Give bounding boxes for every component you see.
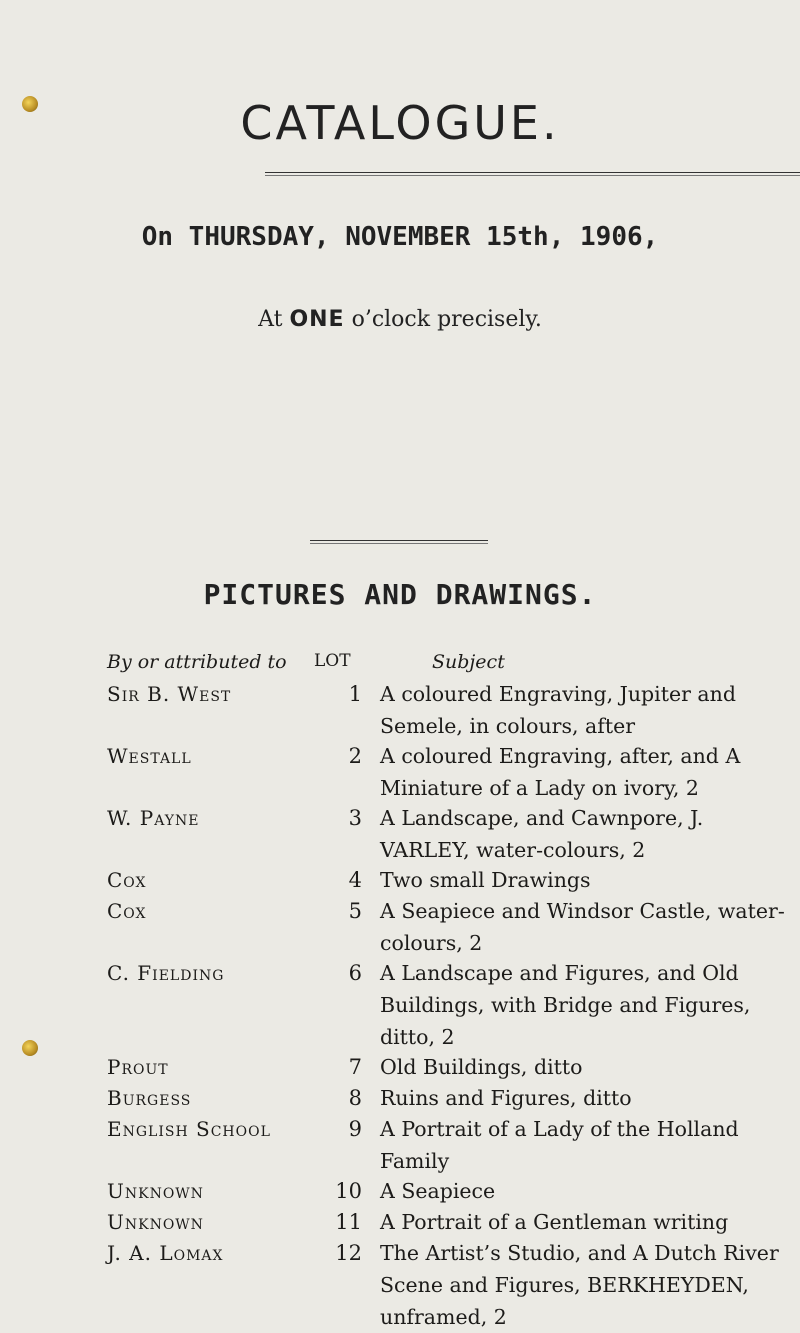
lot-subject: A Seapiece and Windsor Castle, water-colours, 2 xyxy=(380,899,785,955)
column-header-subject: Subject xyxy=(432,651,505,673)
sale-time xyxy=(0,307,800,332)
lot-number: 4 xyxy=(348,868,362,892)
lot-number: 8 xyxy=(348,1086,362,1110)
lot-artist: Cox xyxy=(107,868,147,892)
lot-artist: C. Fielding xyxy=(107,961,225,985)
page-title: CATALOGUE. xyxy=(240,96,560,150)
lot-number: 6 xyxy=(348,961,362,985)
lot-artist: Sir B. West xyxy=(107,682,232,706)
lot-number: 5 xyxy=(348,899,362,923)
lot-subject: Two small Drawings xyxy=(380,868,591,892)
lot-number: 1 xyxy=(348,682,362,706)
lot-subject: A Landscape and Figures, and Old Buildings, with Bridge and Figures, ditto, 2 xyxy=(380,961,751,1049)
binding-hole-icon xyxy=(22,1040,38,1056)
section-heading: PICTURES AND DRAWINGS. xyxy=(203,578,597,611)
lot-number: 2 xyxy=(348,744,362,768)
lot-subject: A Portrait of a Lady of the Holland Family xyxy=(380,1117,739,1173)
lot-artist: Prout xyxy=(107,1055,169,1079)
sale-time-prefix: At xyxy=(258,307,290,332)
lot-artist: Unknown xyxy=(107,1179,204,1203)
time-divider-shadow xyxy=(310,543,488,544)
lot-artist: Westall xyxy=(107,744,192,768)
lot-subject: A Portrait of a Gentleman writing xyxy=(380,1210,729,1234)
column-header-lot: LOT xyxy=(314,651,351,671)
lot-artist: Unknown xyxy=(107,1210,204,1234)
lot-number: 7 xyxy=(348,1055,362,1079)
lot-subject: The Artist’s Studio, and A Dutch River Scene and Figures, BERKHEYDEN, unframed, 2 xyxy=(380,1241,779,1329)
lot-number: 3 xyxy=(348,806,362,830)
sale-date: On THURSDAY, NOVEMBER 15th, 1906, xyxy=(141,222,659,252)
lot-subject: A Seapiece xyxy=(380,1179,496,1203)
lot-artist: J. A. Lomax xyxy=(107,1241,224,1265)
lot-number: 11 xyxy=(335,1210,362,1234)
lot-subject: A coloured Engraving, Jupiter and Semele, in colours, after xyxy=(380,682,736,738)
lot-number: 12 xyxy=(335,1241,362,1265)
title-divider xyxy=(265,172,800,173)
lot-subject: A Landscape, and Cawnpore, J. VARLEY, water-colours, 2 xyxy=(380,806,704,862)
lot-subject: A coloured Engraving, after, and A Miniature of a Lady on ivory, 2 xyxy=(380,744,741,800)
lot-subject: Ruins and Figures, ditto xyxy=(380,1086,632,1110)
lot-number: 10 xyxy=(335,1179,362,1203)
lot-subject: Old Buildings, ditto xyxy=(380,1055,583,1079)
lot-number: 9 xyxy=(348,1117,362,1141)
lot-artist: Cox xyxy=(107,899,147,923)
sale-time-hour: ONE xyxy=(289,307,345,332)
column-header-artist: By or attributed to xyxy=(107,651,287,673)
title-divider-shadow xyxy=(265,175,800,176)
lot-artist: English School xyxy=(107,1117,271,1141)
lot-artist: Burgess xyxy=(107,1086,192,1110)
lot-artist: W. Payne xyxy=(107,806,200,830)
time-divider xyxy=(310,540,488,541)
sale-time-suffix: o’clock precisely. xyxy=(344,307,542,332)
